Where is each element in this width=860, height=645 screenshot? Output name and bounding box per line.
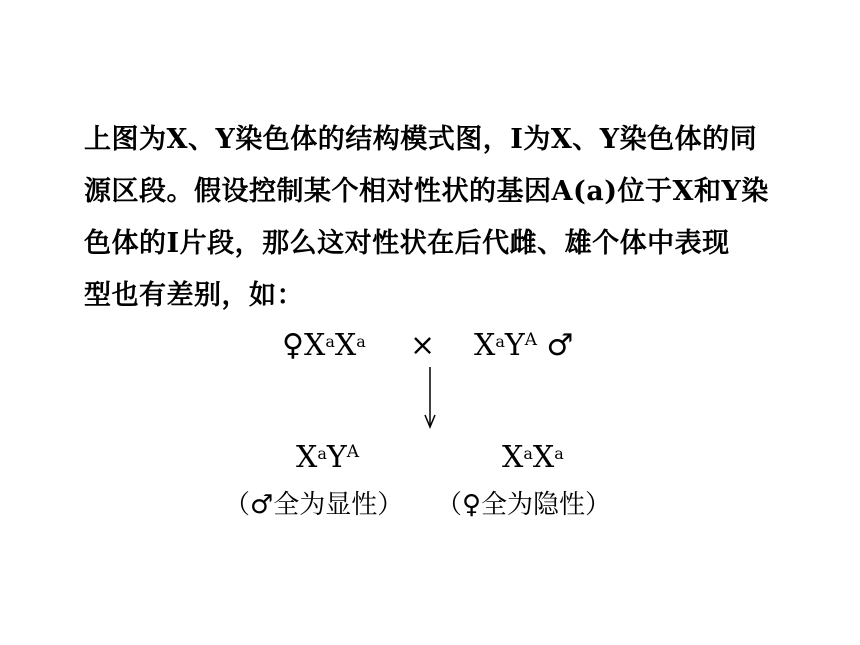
female-parent-genotype	[282, 328, 366, 363]
paragraph-line-2: 源区段。假设控制某个相对性状的基因A(a)位于X和Y染	[84, 176, 769, 207]
male-offspring-genotype	[296, 440, 359, 475]
allele-label: a	[317, 444, 327, 463]
chromosome-x: X	[502, 440, 524, 475]
chromosome-x: X	[532, 440, 555, 475]
chromosome-x: X	[303, 328, 326, 363]
allele-label: a	[554, 444, 564, 463]
allele-label: A	[346, 442, 359, 462]
paragraph-line-4: 型也有差别，如：	[84, 280, 304, 311]
female-offspring-genotype	[502, 440, 564, 475]
male-symbol-icon: ♂	[546, 328, 574, 363]
chromosome-x: X	[296, 440, 318, 475]
male-parent-genotype	[474, 328, 573, 363]
allele-label: a	[356, 332, 366, 351]
female-phenotype-note: （♀全为隐性）	[436, 490, 612, 520]
paragraph-line-1: 上图为X、Y染色体的结构模式图，Ⅰ为X、Y染色体的同	[84, 124, 758, 155]
chromosome-x: X	[474, 328, 496, 363]
male-phenotype-note: （♂全为显性）	[224, 490, 404, 520]
allele-label: a	[325, 332, 335, 351]
explanation-paragraph	[84, 114, 784, 322]
allele-label: a	[523, 444, 533, 463]
cross-sign: ×	[410, 328, 436, 363]
female-symbol-icon: ♀	[282, 328, 304, 363]
down-arrow-icon	[428, 367, 431, 427]
paragraph-line-3: 色体的Ⅰ片段，那么这对性状在后代雌、雄个体中表现	[84, 228, 730, 259]
allele-label: A	[524, 330, 537, 350]
allele-label: a	[495, 332, 505, 351]
chromosome-y: Y	[504, 328, 525, 363]
chromosome-x: X	[334, 328, 357, 363]
chromosome-y: Y	[326, 440, 347, 475]
